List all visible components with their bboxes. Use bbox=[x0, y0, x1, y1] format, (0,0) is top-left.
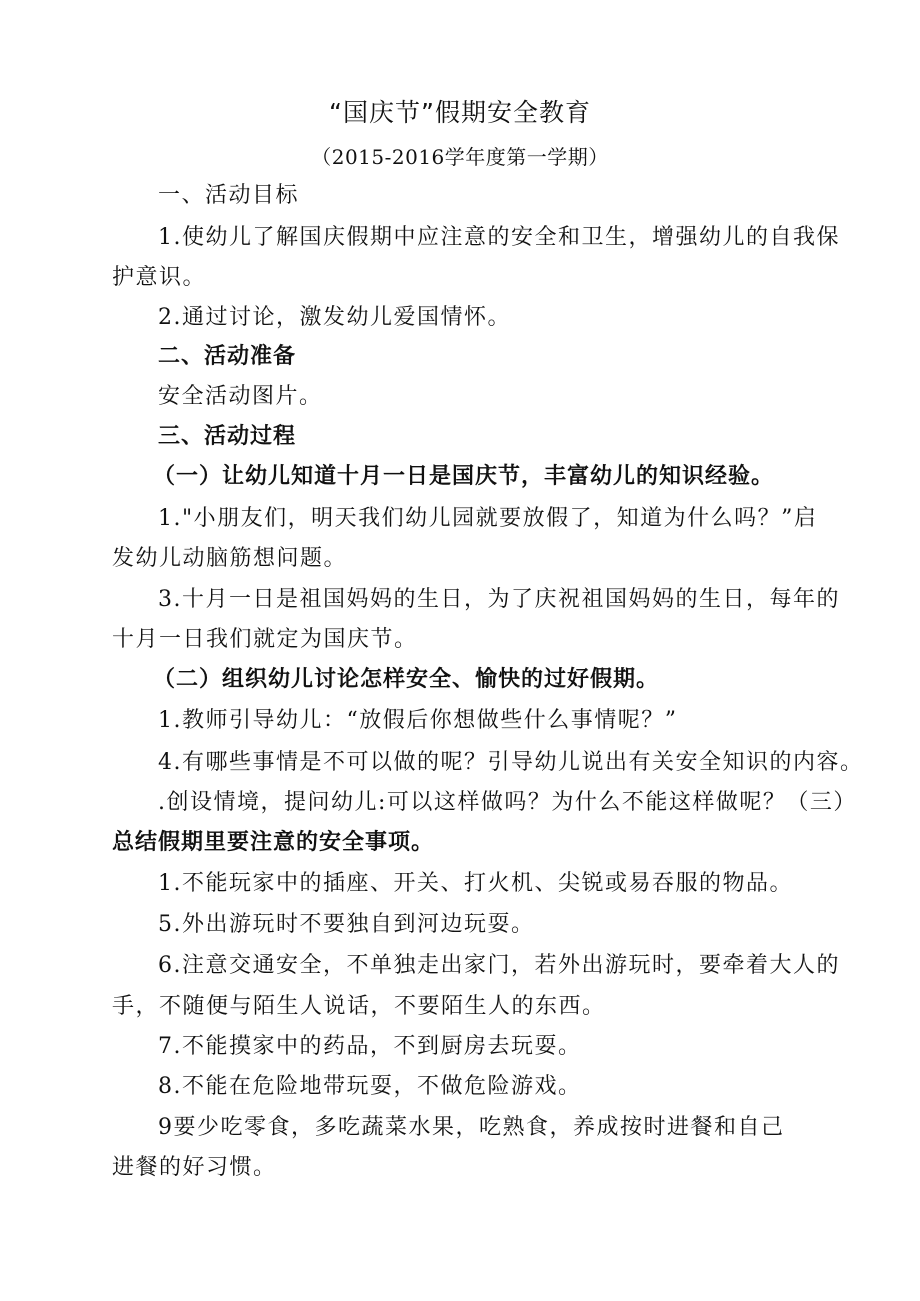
paragraph-line: 1.不能玩家中的插座、开关、打火机、尖锐或易吞服的物品。 bbox=[158, 871, 793, 896]
paragraph-line: 4.有哪些事情是不可以做的呢？引导幼儿说出有关安全知识的内容。 bbox=[158, 750, 864, 775]
paragraph-line: 8.不能在危险地带玩耍，不做危险游戏。 bbox=[158, 1074, 582, 1099]
section-heading-preparation: 二、活动准备 bbox=[158, 344, 297, 369]
paragraph-line: 护意识。 bbox=[112, 265, 207, 290]
paragraph-line: .创设情境，提问幼儿:可以这样做吗？为什么不能这样做呢？（三） bbox=[158, 790, 857, 815]
paragraph-line: 1."小朋友们，明天我们幼儿园就要放假了，知道为什么吗？”启 bbox=[158, 506, 818, 531]
paragraph-line: 进餐的好习惯。 bbox=[112, 1155, 277, 1180]
subsection-heading-three: 总结假期里要注意的安全事项。 bbox=[112, 830, 435, 855]
document-title: “国庆节”假期安全教育 bbox=[329, 98, 591, 127]
paragraph-line: 手，不随便与陌生人说话，不要陌生人的东西。 bbox=[112, 994, 606, 1019]
section-heading-goals: 一、活动目标 bbox=[158, 183, 300, 208]
paragraph-line: 1.使幼儿了解国庆假期中应注意的安全和卫生，增强幼儿的自我保 bbox=[158, 225, 840, 250]
paragraph-line: 3.十月一日是祖国妈妈的生日，为了庆祝祖国妈妈的生日，每年的 bbox=[158, 587, 840, 612]
paragraph-line: 5.外出游玩时不要独自到河边玩耍。 bbox=[158, 912, 535, 937]
section-heading-process: 三、活动过程 bbox=[158, 424, 297, 449]
paragraph-line: 发幼儿动脑筋想问题。 bbox=[112, 546, 348, 571]
subsection-heading-one: （一）让幼儿知道十月一日是国庆节，丰富幼儿的知识经验。 bbox=[153, 464, 775, 489]
paragraph-line: 2.通过讨论，激发幼儿爱国情怀。 bbox=[158, 305, 511, 330]
subsection-heading-two: （二）组织幼儿讨论怎样安全、愉快的过好假期。 bbox=[153, 667, 660, 692]
paragraph-line: 十月一日我们就定为国庆节。 bbox=[112, 627, 418, 652]
document-subtitle: （2015-2016学年度第一学期） bbox=[311, 145, 609, 169]
paragraph-line: 7.不能摸家中的药品，不到厨房去玩耍。 bbox=[158, 1034, 582, 1059]
paragraph-line: 9要少吃零食，多吃蔬菜水果，吃熟食，养成按时进餐和自己 bbox=[158, 1115, 785, 1140]
paragraph-line: 安全活动图片。 bbox=[158, 384, 323, 409]
paragraph-line: 6.注意交通安全，不单独走出家门，若外出游玩时，要牵着大人的 bbox=[158, 953, 840, 978]
paragraph-line: 1.教师引导幼儿：“放假后你想做些什么事情呢？” bbox=[158, 708, 678, 733]
